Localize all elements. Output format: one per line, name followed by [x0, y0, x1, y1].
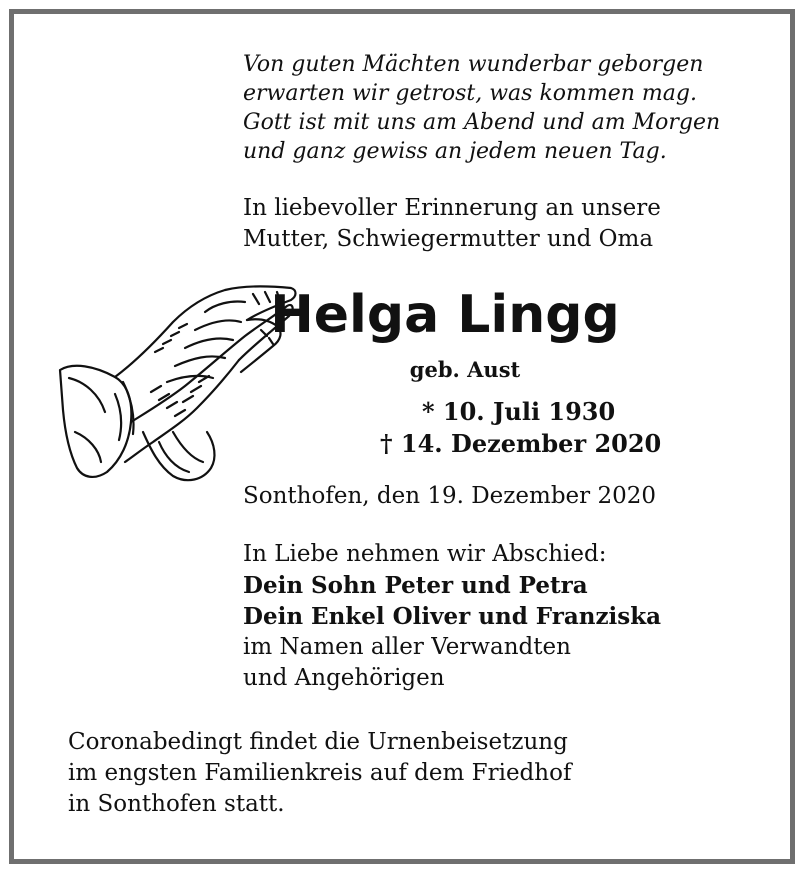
death-date: † 14. Dezember 2020 [380, 429, 662, 458]
mourners-block [243, 539, 661, 694]
note-line: Coronabedingt findet die Urnenbeisetzung [68, 729, 568, 755]
mourners-lead: In Liebe nehmen wir Abschied: [243, 541, 607, 567]
birth-date: * 10. Juli 1930 [422, 397, 616, 426]
life-dates [340, 396, 661, 460]
mourner-family: Dein Sohn Peter und Petra [243, 572, 588, 599]
poem-line: Von guten Mächten wunderbar geborgen [243, 52, 704, 77]
poem-line: und ganz gewiss an jedem neuen Tag. [243, 139, 667, 164]
mourner-family: Dein Enkel Oliver und Franziska [243, 603, 662, 630]
poem [243, 50, 720, 166]
intro-text [243, 193, 661, 255]
deceased-name: Helga Lingg [270, 285, 620, 345]
intro-line: Mutter, Schwiegermutter und Oma [243, 226, 654, 252]
note-line: im engsten Familienkreis auf dem Friedhof [68, 760, 572, 786]
place-date: Sonthofen, den 19. Dezember 2020 [243, 483, 656, 509]
mourners-closing: im Namen aller Verwandten [243, 634, 571, 660]
burial-note [68, 727, 571, 820]
birth-name: geb. Aust [409, 357, 521, 382]
intro-line: In liebevoller Erinnerung an unsere [243, 195, 661, 221]
note-line: in Sonthofen statt. [68, 791, 285, 817]
mourners-closing: und Angehörigen [243, 665, 445, 691]
poem-line: erwarten wir getrost, was kommen mag. [243, 81, 697, 106]
poem-line: Gott ist mit uns am Abend und am Morgen [243, 110, 721, 135]
